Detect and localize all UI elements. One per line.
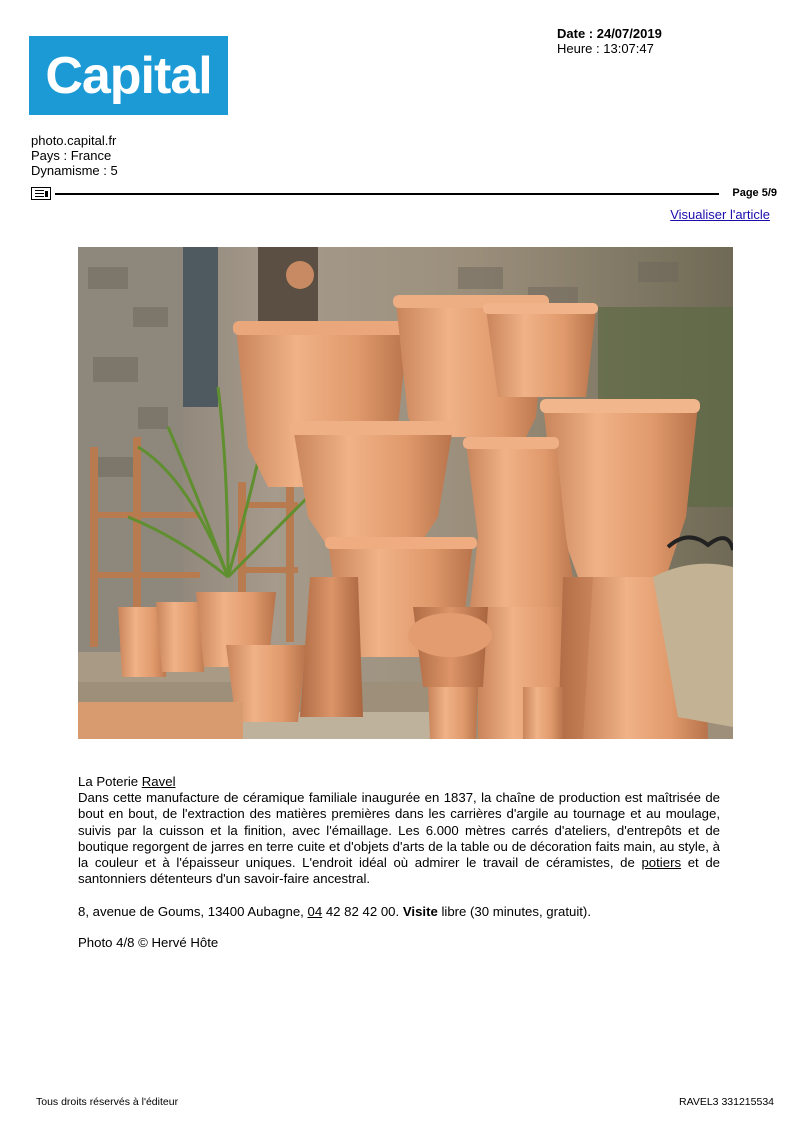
logo-text: Capital <box>45 46 212 105</box>
visit-label: Visite <box>402 904 438 920</box>
capital-logo <box>29 36 228 115</box>
divider-line <box>55 193 719 195</box>
article-photo <box>78 247 733 739</box>
document-icon <box>31 187 51 200</box>
article-text <box>78 774 720 951</box>
ravel-link[interactable]: Ravel <box>141 774 176 789</box>
footer-rights: Tous droits réservés à l'éditeur <box>36 1096 179 1108</box>
date-block <box>557 26 662 56</box>
time-label: Heure : 13:07:47 <box>557 41 654 56</box>
footer-reference: RAVEL3 331215534 <box>679 1096 774 1108</box>
photo-credit: Photo 4/8 © Hervé Hôte <box>78 934 219 950</box>
dynamism-label: Dynamisme : 5 <box>31 163 118 178</box>
view-article-link[interactable]: Visualiser l'article <box>670 207 770 222</box>
site-label: photo.capital.fr <box>31 133 117 148</box>
potiers-link[interactable]: potiers <box>641 855 682 871</box>
article-title: La Poterie Ravel <box>78 774 176 789</box>
page-number: Page 5/9 <box>732 187 777 199</box>
article-body: Dans cette manufacture de céramique familiale inaugurée en 1837, la chaîne de production est maîtrisée de bout en bout, de l'extraction des matières premières dans les carrières d'argile au tournage et au moulage, suivis par la cuisson et la finition, avec l'émaillage. Les 6.000 mètres carrés d'ateliers, d'entrepôts et de boutique regorgent de jarres en terre cuite et d'objets d'arts de la table ou de décoration faits main, au style, à la couleur et à l'épaisseur uniques. L'endroit idéal où admirer le travail de céramistes, de potiers et de santonniers détenteurs d'un savoir-faire ancestral. <box>78 790 720 887</box>
address-line: 8, avenue de Goums, 13400 Aubagne, 04 42 82 42 00. Visite libre (30 minutes, gratuit). <box>78 904 591 920</box>
date-label: Date : 24/07/2019 <box>557 26 662 41</box>
country-label: Pays : France <box>31 148 112 163</box>
source-block <box>31 133 118 178</box>
header-rule <box>31 186 779 202</box>
phone-link[interactable]: 04 <box>307 904 323 920</box>
